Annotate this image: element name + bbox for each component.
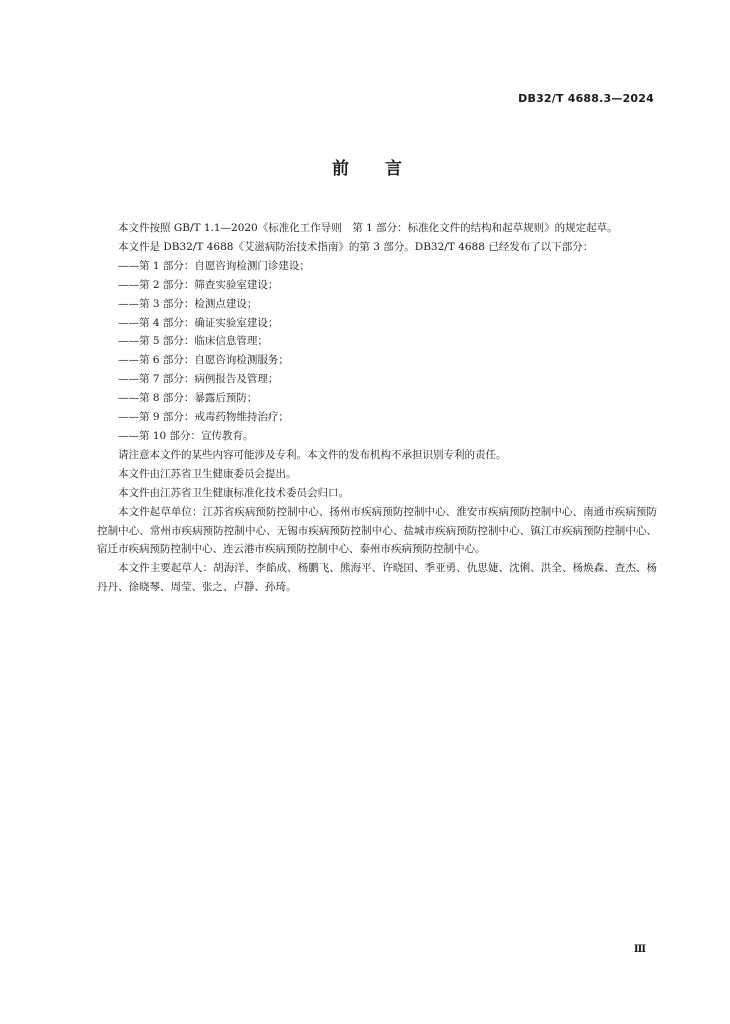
paragraph-series-intro: 本文件是 DB32/T 4688《艾滋病防治技术指南》的第 3 部分。DB32/T 4688 已经发布了以下部分：	[118, 240, 594, 253]
paragraph-patent-notice: 请注意本文件的某些内容可能涉及专利。本文件的发布机构不承担识别专利的责任。	[118, 448, 507, 461]
list-item: ——第 3 部分：检测点建设；	[118, 297, 258, 310]
paragraph-drafting-units: 本文件起草单位：江苏省疾病预防控制中心、扬州市疾病预防控制中心、淮安市疾病预防控制中心、南通市疾病预防控制中心、常州市疾病预防控制中心、无锡市疾病预防控制中心、盐城市疾病预防控制中心、镇江市疾病预防控制中心、宿迁市疾病预防控制中心、连云港市疾病预防控制中心、泰州市疾病预防控制中心。	[97, 505, 657, 556]
list-item: ——第 8 部分：暴露后预防；	[118, 392, 258, 405]
foreword-body	[97, 219, 657, 597]
section-title: 前言	[332, 159, 438, 179]
list-item: ——第 5 部分：临床信息管理；	[118, 335, 268, 348]
list-item: ——第 6 部分：自愿咨询检测服务；	[118, 354, 289, 367]
paragraph-proposer: 本文件由江苏省卫生健康委员会提出。	[118, 467, 297, 480]
list-item: ——第 4 部分：确证实验室建设；	[118, 316, 279, 329]
parts-list	[97, 257, 657, 446]
document-code: DB32/T 4688.3—2024	[518, 92, 654, 105]
page-number: Ⅲ	[633, 944, 646, 955]
list-item: ——第 10 部分：宣传教育。	[118, 429, 254, 442]
paragraph-drafters: 本文件主要起草人：胡海洋、李餡成、杨鹏飞、熊海平、许晓囯、季亚勇、仇思婕、沈俐、洪全、杨焕森、查杰、杨丹丹、徐晓琴、周莹、张之、卢静、孙琦。	[97, 562, 657, 594]
list-item: ——第 2 部分：筛查实验室建设；	[118, 278, 279, 291]
list-item: ——第 1 部分：自愿咨询检测门诊建设；	[118, 259, 310, 272]
list-item: ——第 7 部分：病例报告及管理；	[118, 373, 279, 386]
paragraph-drafting-rules: 本文件按照 GB/T 1.1—2020《标准化工作导则 第 1 部分：标准化文件的结构和起草规则》的规定起草。	[118, 222, 618, 234]
list-item: ——第 9 部分：戒毒药物维持治疗；	[118, 411, 289, 424]
paragraph-administrator: 本文件由江苏省卫生健康标准化技术委员会归口。	[118, 486, 349, 499]
